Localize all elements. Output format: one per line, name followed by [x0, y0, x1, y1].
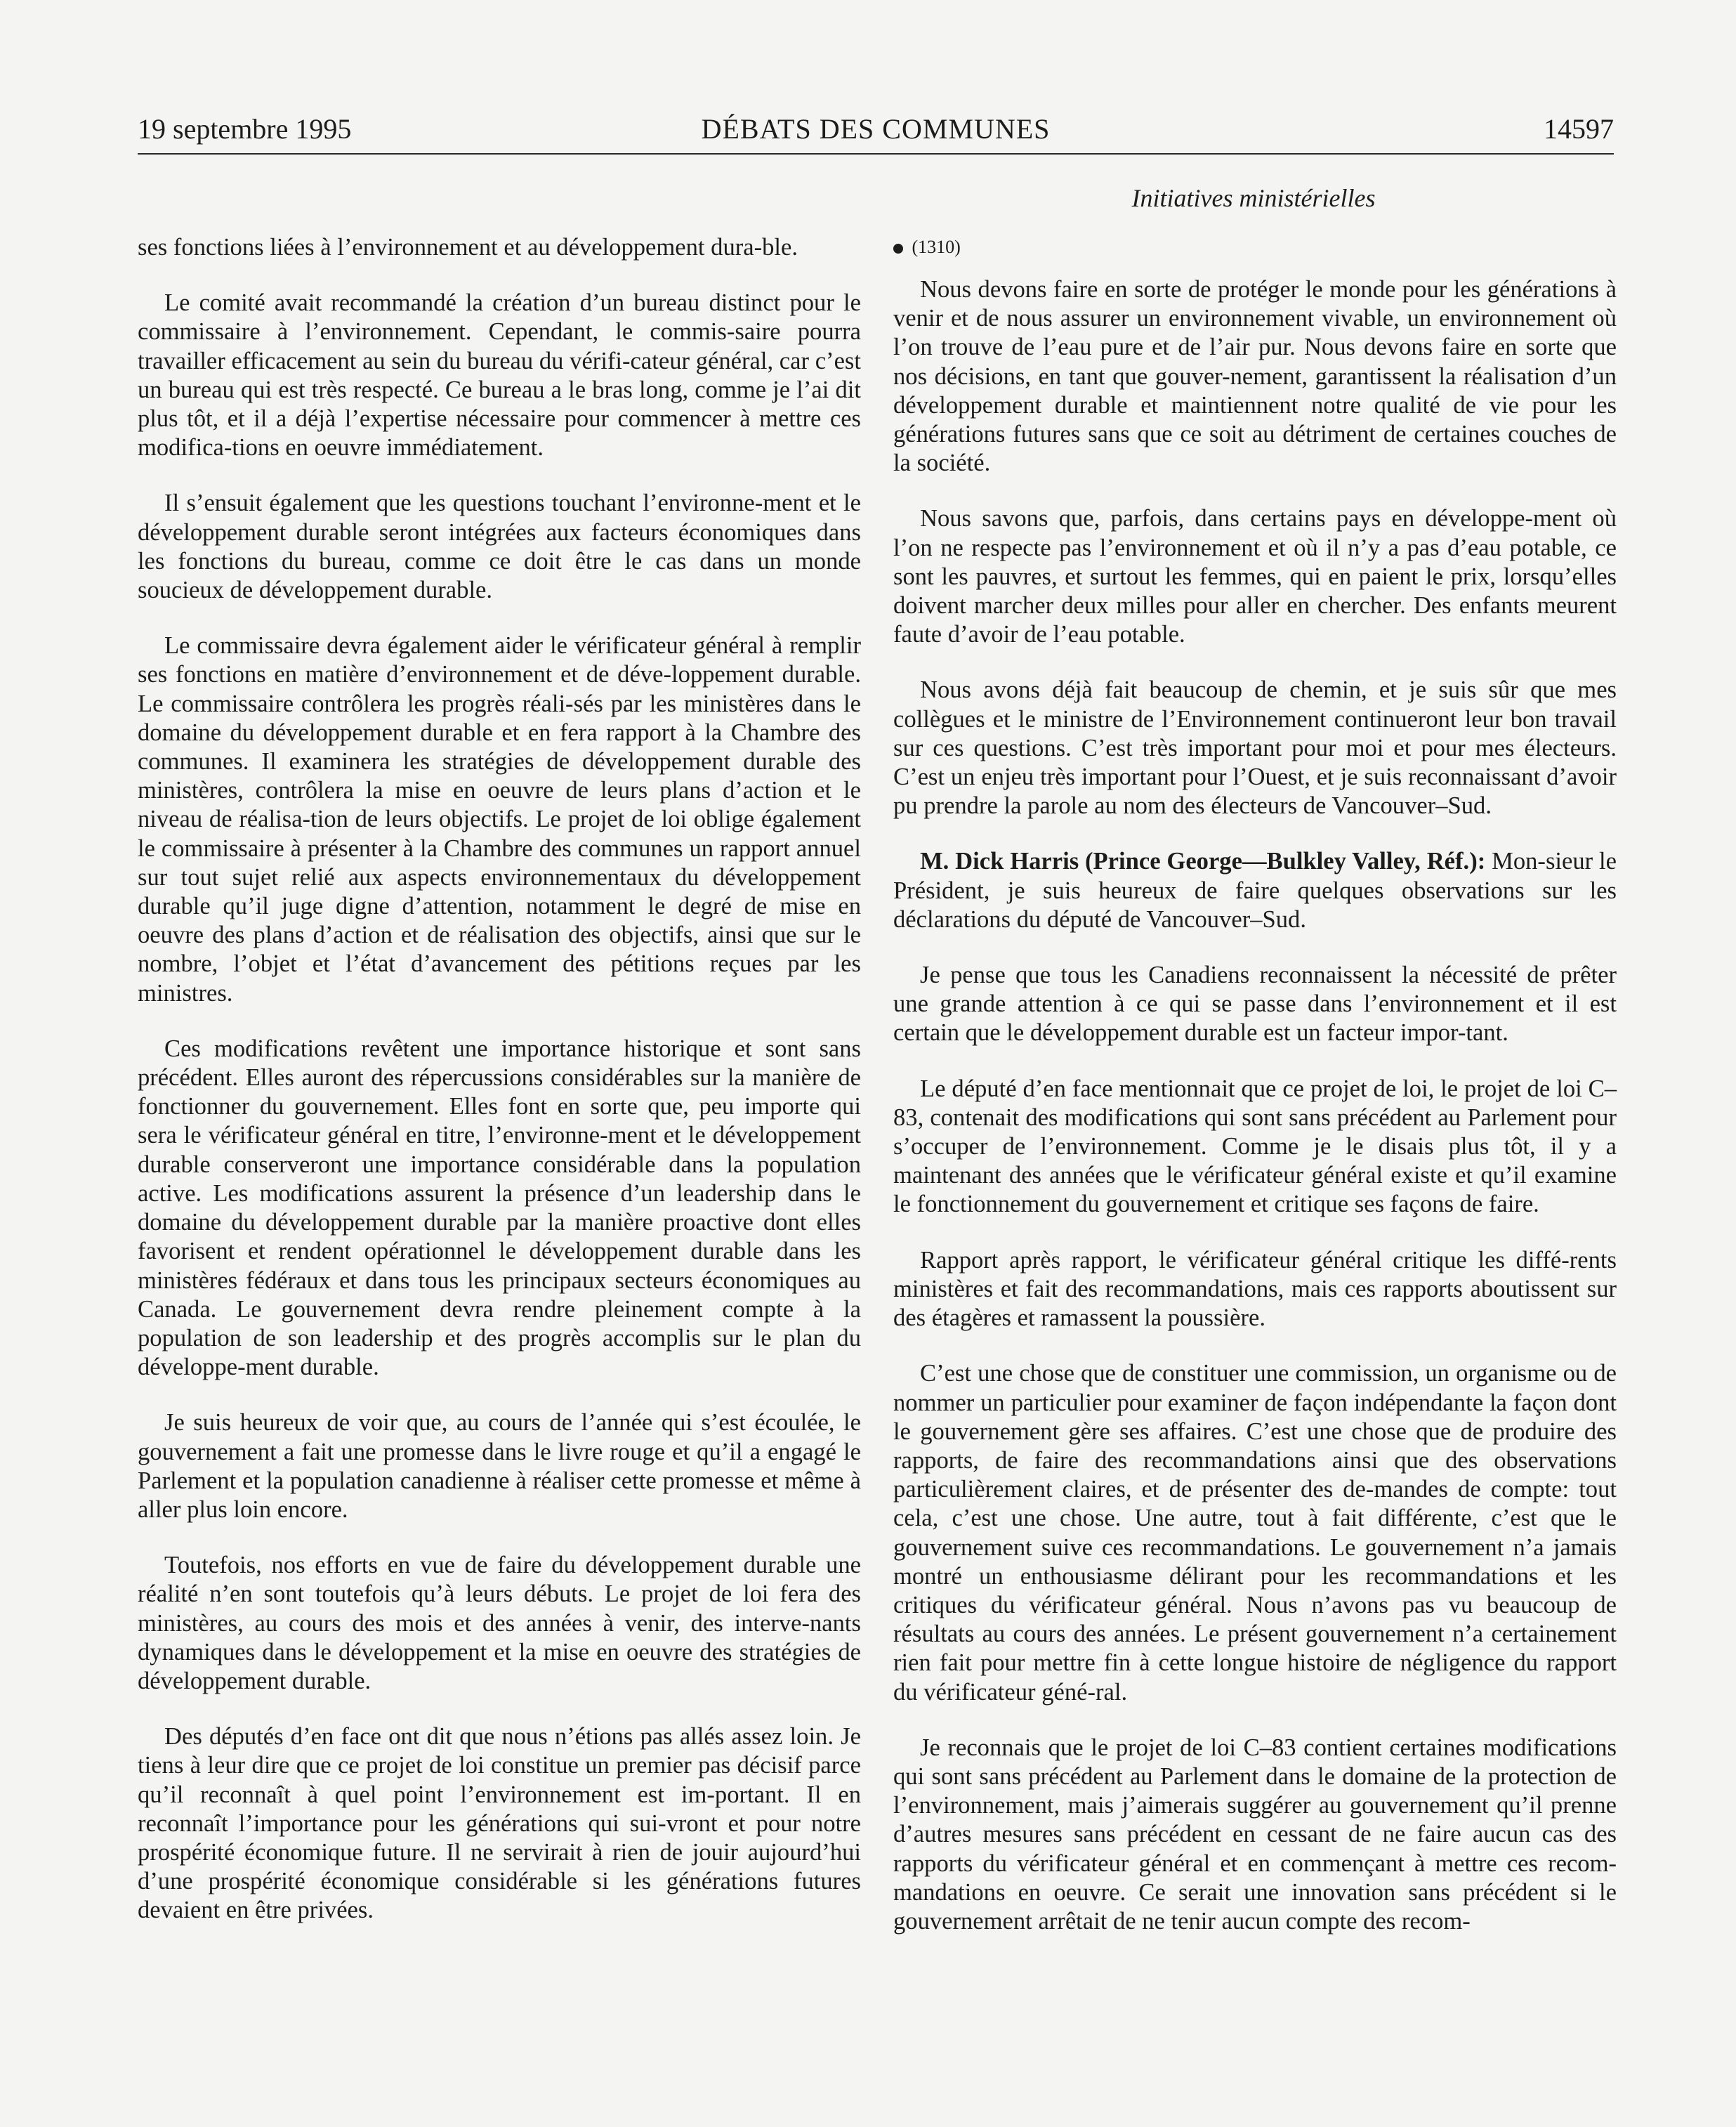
bullet-icon [893, 244, 903, 254]
paragraph: Des députés d’en face ont dit que nous n’étions pas allés assez loin. Je tiens à leur dire que ce projet de loi constitue un premier pas décisif parce qu’il reconnaît à quel point l’environnement est im-portant. Il en reconnaît l’importance pour les générations qui sui-vront et pour notre prospérité économique future. Il ne servirait à rien de jouir aujourd’hui d’une prospérité économique considérable si les générations futures devaient en être privées. [138, 1723, 861, 1924]
speaker-paragraph [893, 847, 1617, 934]
header-rule [138, 153, 1614, 155]
paragraph: Je pense que tous les Canadiens reconnaissent la nécessité de prêter une grande attention à ce qui se passe dans l’environnement et il est certain que le développement durable est un facteur impor-tant. [893, 962, 1617, 1047]
paragraph: Toutefois, nos efforts en vue de faire du développement durable une réalité n’en sont toutefois qu’à leurs débuts. Le projet de loi fera des ministères, au cours des mois et des années à venir, des interve-nants dynamiques dans le développement et la mise en oeuvre des stratégies de développement durable. [138, 1552, 861, 1694]
paragraph: C’est une chose que de constituer une commission, un organisme ou de nommer un particulier pour examiner de façon indépendante la façon dont le gouvernement gère ses affaires. C’est une chose que de produire des rapports, de faire des recommandations ainsi que des observations particulièrement claires, et de présenter des de-mandes de compte: tout cela, c’est une chose. Une autre, tout à fait différente, c’est que le gouvernement suive ces recommandations. Le gouvernement n’a jamais montré un enthousiasme délirant pour les recommandations et les critiques du vérificateur général. Nous n’avons pas vu beaucoup de résultats au cours des années. Le présent gouvernement n’a certainement rien fait pour mettre fin à cette longue histoire de négligence du rapport du vérificateur géné-ral. [893, 1360, 1617, 1706]
paragraph: Nous devons faire en sorte de protéger le monde pour les générations à venir et de nous assurer un environnement vivable, un environnement où l’on trouve de l’eau pure et de l’air pur. Nous devons faire en sorte que nos décisions, en tant que gouver-nement, garantissent la réalisation d’un développement durable et maintiennent notre qualité de vie pour les générations futures sans que ce soit au détriment de certaines couches de la société. [893, 276, 1617, 477]
header-page-number: 14597 [1544, 113, 1614, 145]
paragraph: Il s’ensuit également que les questions touchant l’environne-ment et le développement durable seront intégrées aux facteurs économiques dans les fonctions du bureau, comme ce doit être le cas dans un monde soucieux de développement durable. [138, 490, 861, 604]
running-header [138, 107, 1614, 152]
time-marker-text: (1310) [912, 237, 961, 257]
speaker-name: M. Dick Harris (Prince George—Bulkley Valley, Réf.): [920, 848, 1486, 875]
paragraph: Le député d’en face mentionnait que ce projet de loi, le projet de loi C–83, contenait des modifications qui sont sans précédent au Parlement pour s’occuper de l’environnement. Comme je le disais plus tôt, il y a maintenant des années que le vérificateur général existe et qu’il examine le fonctionnement du gouvernement et critique ses façons de faire. [893, 1075, 1617, 1218]
time-marker [893, 233, 1617, 261]
left-column [138, 233, 861, 1925]
paragraph: ses fonctions liées à l’environnement et au développement dura-ble. [138, 234, 798, 261]
header-publication-title: DÉBATS DES COMMUNES [701, 113, 1051, 145]
section-heading: Initiatives ministérielles [1131, 184, 1376, 212]
paragraph: Je reconnais que le projet de loi C–83 contient certaines modifications qui sont sans précédent au Parlement dans le domaine de la protection de l’environnement, mais j’aimerais suggérer au gouvernement qu’il prenne d’autres mesures sans précédent en cessant de ne faire aucun cas des rapports du vérificateur général et en commençant à mettre ces recom-mandations en oeuvre. Ce serait une innovation sans précédent si le gouvernement arrêtait de ne tenir aucun compte des recom- [893, 1734, 1617, 1935]
speaker-text: Mon-sieur le Président, je suis heureux de faire quelques observations sur les déclarations du député de Vancouver–Sud. [893, 848, 1617, 933]
paragraph: Nous avons déjà fait beaucoup de chemin, et je suis sûr que mes collègues et le ministre de l’Environnement continueront leur bon travail sur ces questions. C’est très important pour moi et pour mes électeurs. C’est un enjeu très important pour l’Ouest, et je suis reconnaissant d’avoir pu prendre la parole au nom des électeurs de Vancouver–Sud. [893, 676, 1617, 820]
paragraph: Ces modifications revêtent une importance historique et sont sans précédent. Elles auront des répercussions considérables sur la manière de fonctionner du gouvernement. Elles font en sorte que, peu importe qui sera le vérificateur général en titre, l’environne-ment et le développement durable conserveront une importance considérable dans la population active. Les modifications assurent la présence d’un leadership dans le domaine du développement durable par la manière proactive dont elles favorisent et rendent opérationnel le développement durable dans les ministères fédéraux et dans tous les principaux secteurs économiques au Canada. Le gouvernement devra rendre pleinement compte à la population de son leadership et des progrès accomplis sur le plan du développe-ment durable. [138, 1035, 861, 1381]
right-column [893, 233, 1617, 1936]
paragraph: Rapport après rapport, le vérificateur général critique les diffé-rents ministères et fait des recommandations, mais ces rapports aboutissent sur des étagères et ramassent la poussière. [893, 1246, 1617, 1332]
paragraph: Le commissaire devra également aider le vérificateur général à remplir ses fonctions en matière d’environnement et de déve-loppement durable. Le commissaire contrôlera les progrès réali-sés par les ministères dans le domaine du développement durable et en fera rapport à la Chambre des communes. Il examinera les stratégies de développement durable des ministères, contrôlera la mise en oeuvre de leurs plans d’action et le niveau de réalisa-tion de leurs objectifs. Le projet de loi oblige également le commissaire à présenter à la Chambre des communes un rapport annuel sur tout sujet relié aux aspects environnementaux du développement durable qu’il juge digne d’attention, notamment le degré de mise en oeuvre des plans d’action et de réalisation des objectifs, ainsi que sur le nombre, l’objet et l’état d’avancement des pétitions reçues par les ministres. [138, 632, 861, 1007]
header-date: 19 septembre 1995 [138, 113, 352, 145]
paragraph: Le comité avait recommandé la création d’un bureau distinct pour le commissaire à l’environnement. Cependant, le commis-saire pourra travailler efficacement au sein du bureau du vérifi-cateur général, car c’est un bureau qui est très respecté. Ce bureau a le bras long, comme je l’ai dit plus tôt, et il a déjà l’expertise nécessaire pour commencer à mettre ces modifica-tions en oeuvre immédiatement. [138, 289, 861, 462]
paragraph: Nous savons que, parfois, dans certains pays en développe-ment où l’on ne respecte pas l’environnement et où il n’y a pas d’eau potable, ce sont les pauvres, et surtout les femmes, qui en paient le prix, lorsqu’elles doivent marcher deux milles pour aller en chercher. Des enfants meurent faute d’avoir de l’eau potable. [893, 505, 1617, 648]
paragraph: Je suis heureux de voir que, au cours de l’année qui s’est écoulée, le gouvernement a fait une promesse dans le livre rouge et qu’il a engagé le Parlement et la population canadienne à réaliser cette promesse et même à aller plus loin encore. [138, 1409, 861, 1523]
